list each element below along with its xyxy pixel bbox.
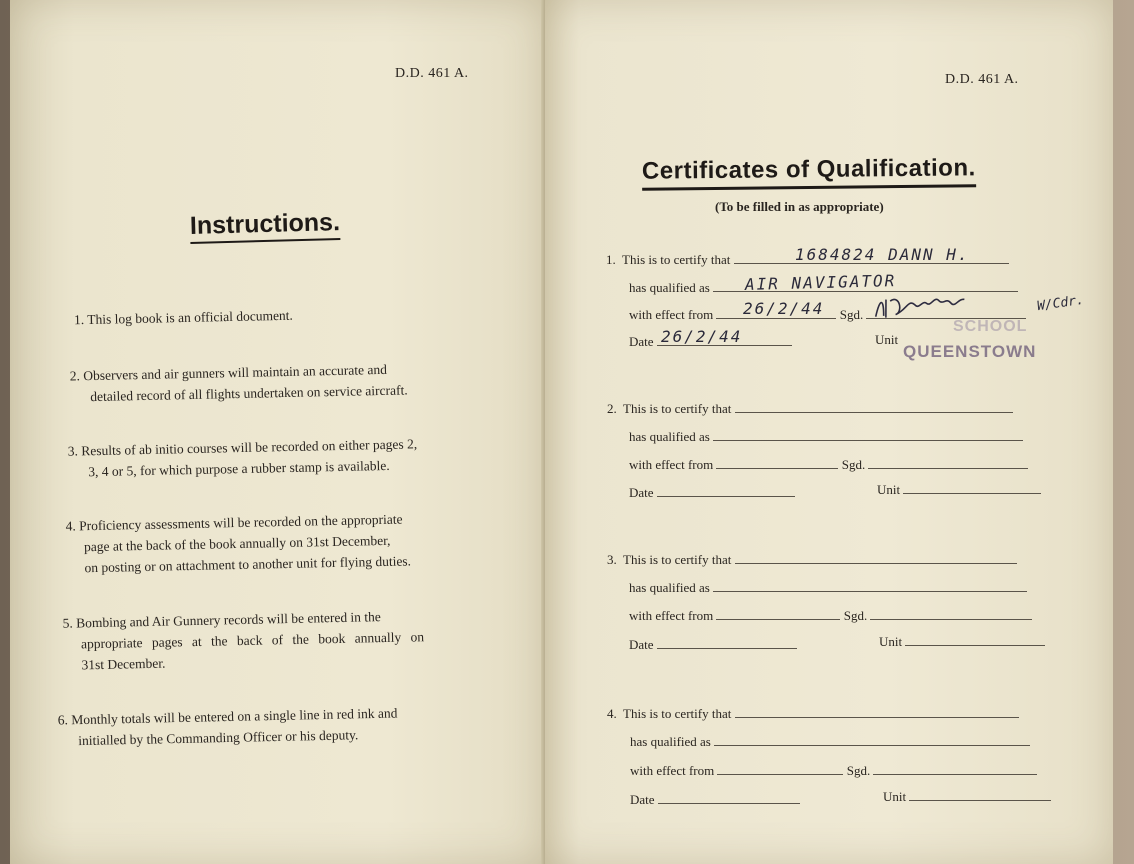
qualified-row (629, 580, 1027, 596)
instruction-text: 3, 4 or 5, for which purpose a rubber stamp is available. (88, 457, 390, 480)
instruction-item (74, 305, 293, 331)
instruction-text: page at the back of the book annually on 31st December, (83, 532, 391, 555)
certificates-title: Certificates of Qualification. (642, 154, 976, 190)
effect-label: with effect from (630, 763, 715, 778)
certify-row (607, 401, 1013, 417)
instructions-title: Instructions. (190, 208, 341, 244)
date-row (630, 792, 800, 808)
certificate-number: 2. (607, 401, 617, 416)
certificates-subtitle: (To be filled in as appropriate) (715, 199, 884, 214)
unit-row (877, 482, 1041, 498)
stamp-queenstown: QUEENSTOWN (903, 342, 1037, 361)
instruction-text: Proficiency assessments will be recorded on the appropriate (78, 511, 403, 534)
instruction-number: 1. (73, 312, 85, 328)
date-label: Date (629, 637, 654, 652)
effect-label: with effect from (629, 608, 714, 623)
qualified-line (714, 744, 1030, 746)
unit-line (903, 492, 1041, 494)
sgd-label: Sgd. (846, 763, 871, 778)
effect-row (629, 608, 1032, 624)
instruction-text: appropriate pages at the back of the book annually on (80, 629, 425, 652)
certificate-number: 4. (607, 706, 617, 721)
certificate-number: 1. (606, 252, 616, 267)
instruction-text: This log book is an official document. (87, 307, 293, 328)
certify-row (607, 706, 1019, 722)
certify-label: This is to certify that (623, 706, 732, 721)
unit-label: Unit (877, 482, 901, 497)
qualified-label: has qualified as (629, 429, 710, 444)
certify-line (735, 562, 1017, 564)
instruction-text: Bombing and Air Gunnery records will be entered in the (75, 609, 381, 631)
qualified-line (713, 439, 1023, 441)
instruction-item (68, 433, 418, 482)
certify-row (607, 552, 1017, 568)
effect-line (717, 773, 843, 775)
instruction-number: 5. (62, 615, 73, 631)
certify-label: This is to certify that (622, 252, 731, 267)
instruction-text: 31st December. (81, 655, 166, 673)
rank-handwritten: W/Cdr. (1036, 292, 1085, 315)
certify-line (735, 411, 1013, 413)
qualified-label: has qualified as (629, 580, 710, 595)
effect-handwritten: 26/2/44 (743, 299, 825, 318)
date-line (658, 802, 800, 804)
qualified-row (629, 429, 1023, 445)
effect-line (716, 467, 838, 469)
instruction-text: Results of ab initio courses will be recorded on either pages 2, (81, 436, 418, 459)
right-page (545, 0, 1113, 864)
unit-label: Unit (879, 634, 903, 649)
qualified-row (630, 734, 1030, 750)
sgd-label: Sgd. (841, 457, 866, 472)
sgd-line (873, 773, 1037, 775)
instruction-item (62, 605, 424, 676)
right-page-reference: D.D. 461 A. (945, 72, 1019, 87)
certificate-number: 3. (607, 552, 617, 567)
sgd-label: Sgd. (843, 608, 868, 623)
instruction-item (65, 508, 411, 578)
stamp-faint-text: SCHOOL (953, 318, 1028, 335)
sgd-line (868, 467, 1028, 469)
date-row (629, 485, 795, 501)
qualified-label: has qualified as (629, 280, 710, 295)
effect-row (630, 763, 1037, 779)
qualified-label: has qualified as (630, 734, 711, 749)
instruction-item (58, 702, 398, 751)
effect-line (716, 618, 840, 620)
unit-row (875, 332, 898, 348)
sgd-label: Sgd. (839, 307, 864, 322)
instruction-item (70, 358, 408, 407)
left-page-reference: D.D. 461 A. (395, 66, 469, 81)
certify-label: This is to certify that (623, 552, 732, 567)
certify-line (735, 716, 1019, 718)
certify-label: This is to certify that (623, 401, 732, 416)
unit-row (883, 789, 1051, 805)
instruction-number: 3. (67, 443, 79, 459)
instruction-text: on posting or on attachment to another unit for flying duties. (84, 553, 412, 576)
date-line (657, 495, 795, 497)
unit-row (879, 634, 1045, 650)
unit-line (905, 644, 1045, 646)
instruction-number: 6. (57, 712, 69, 728)
left-page (10, 0, 545, 864)
certify-handwritten: 1684824 DANN H. (795, 245, 970, 264)
qualified-handwritten: AIR NAVIGATOR (744, 271, 897, 294)
instruction-number: 4. (65, 518, 76, 534)
effect-row (629, 457, 1028, 473)
date-label: Date (630, 792, 655, 807)
date-line (657, 647, 797, 649)
unit-line (909, 799, 1051, 801)
instruction-text: Observers and air gunners will maintain an accurate and (83, 361, 388, 384)
date-label: Date (629, 334, 654, 349)
date-label: Date (629, 485, 654, 500)
date-row (629, 637, 797, 653)
qualified-line (713, 590, 1027, 592)
instruction-number: 2. (69, 368, 81, 384)
instruction-text: Monthly totals will be entered on a single line in red ink and (71, 705, 398, 728)
effect-label: with effect from (629, 457, 714, 472)
sgd-line (870, 618, 1032, 620)
unit-label: Unit (883, 789, 907, 804)
unit-label: Unit (875, 332, 899, 347)
instruction-text: initialled by the Commanding Officer or his deputy. (78, 727, 359, 749)
effect-label: with effect from (629, 307, 714, 322)
instruction-text: detailed record of all flights undertaken on service aircraft. (90, 382, 408, 405)
date-handwritten: 26/2/44 (661, 327, 743, 346)
